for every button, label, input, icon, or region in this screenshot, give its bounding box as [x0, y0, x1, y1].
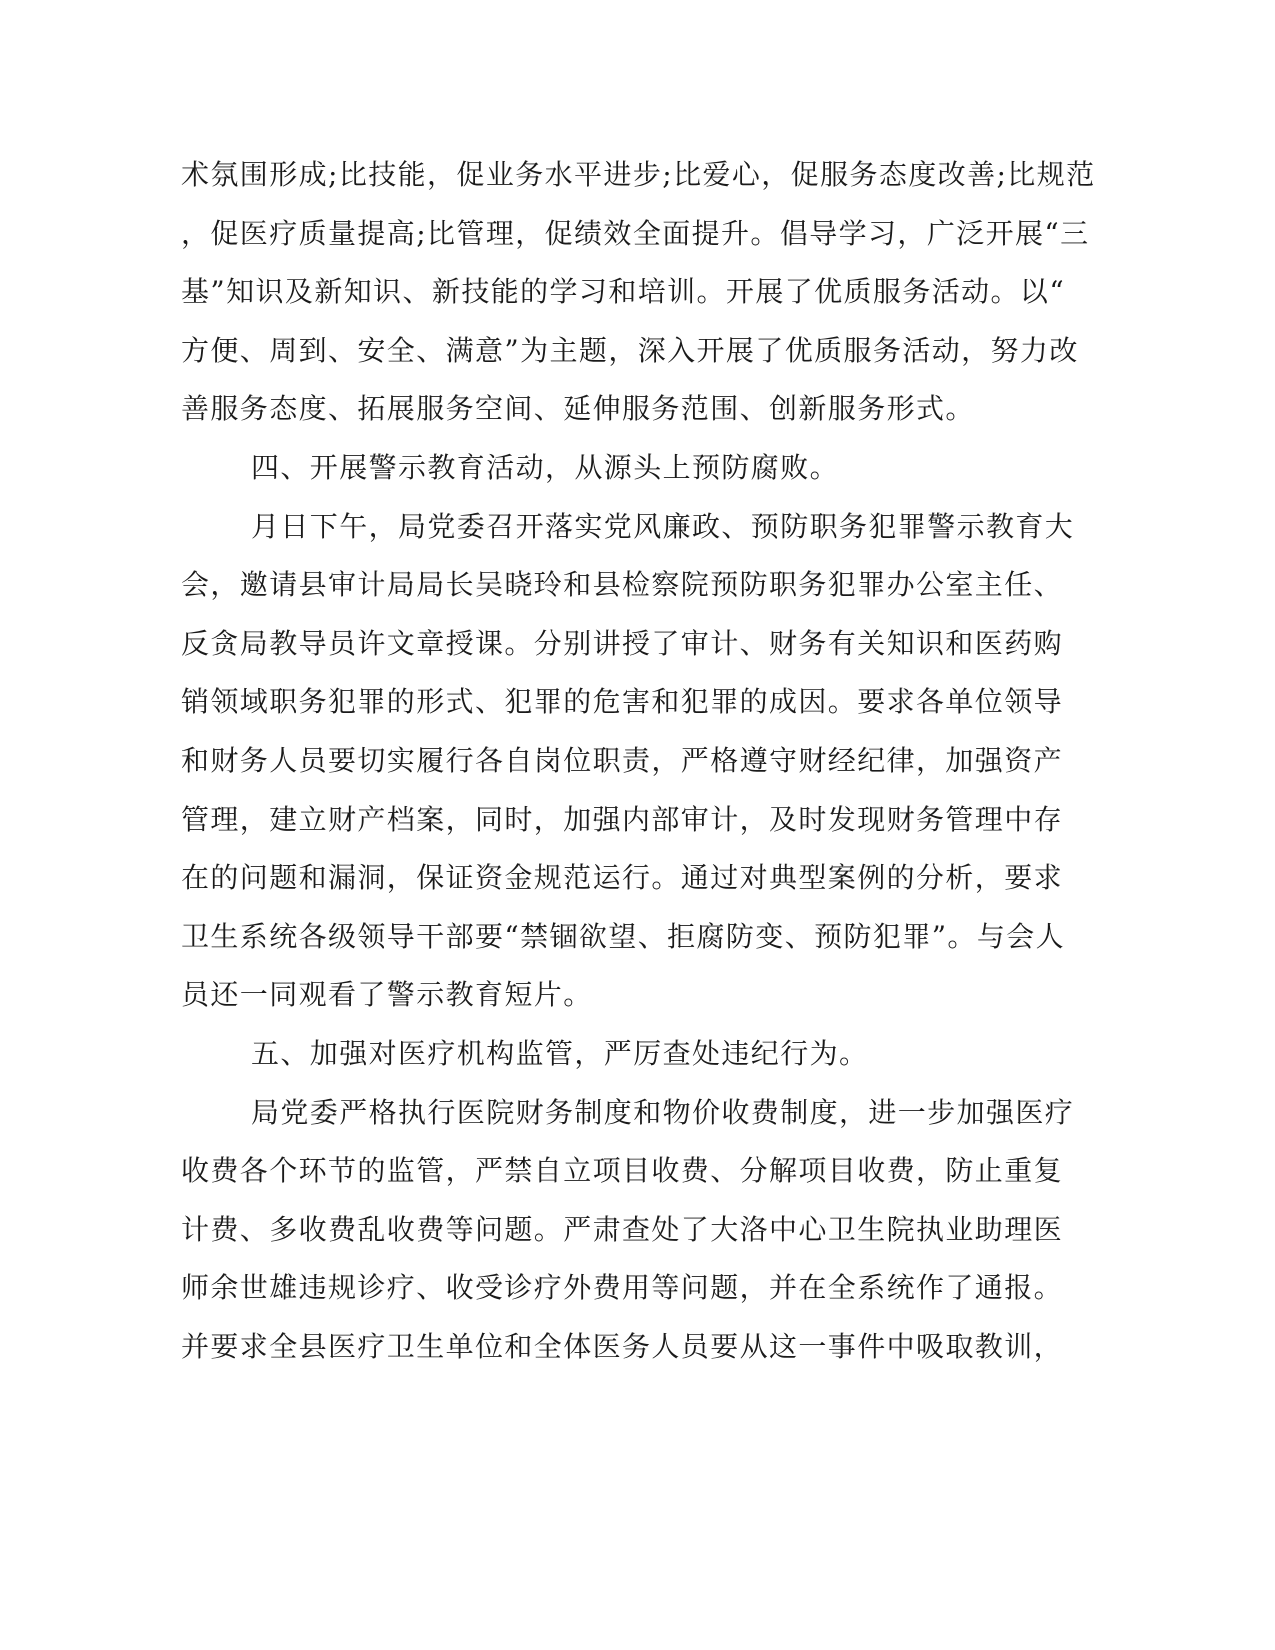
paragraph-start: 月日下午，局党委召开落实党风廉政、预防职务犯罪警示教育大 — [251, 509, 1075, 543]
text-line: 善服务态度、拓展服务空间、延伸服务范围、创新服务形式。 — [181, 392, 975, 426]
text-line: 在的问题和漏洞，保证资金规范运行。通过对典型案例的分析，要求 — [181, 861, 1064, 895]
text-line: 销领域职务犯罪的形式、犯罪的危害和犯罪的成因。要求各单位领导 — [181, 685, 1064, 719]
text-line: 收费各个环节的监管，严禁自立项目收费、分解项目收费，防止重复 — [181, 1154, 1064, 1188]
text-line: 基”知识及新知识、新技能的学习和培训。开展了优质服务活动。以“ — [181, 275, 1066, 309]
text-line: 员还一同观看了警示教育短片。 — [181, 978, 593, 1012]
section-heading-4: 四、开展警示教育活动，从源头上预防腐败。 — [251, 450, 840, 484]
text-line: 术氛围形成;比技能，促业务水平进步;比爱心，促服务态度改善;比规范 — [181, 158, 1096, 191]
text-line: 师余世雄违规诊疗、收受诊疗外费用等问题，并在全系统作了通报。 — [181, 1271, 1064, 1305]
document-body — [181, 146, 1096, 1376]
text-line: 和财务人员要切实履行各自岗位职责，严格遵守财经纪律，加强资产 — [181, 743, 1064, 777]
text-line: 管理，建立财产档案，同时，加强内部审计，及时发现财务管理中存 — [181, 802, 1064, 836]
paragraph-start: 局党委严格执行医院财务制度和物价收费制度，进一步加强医疗 — [251, 1095, 1075, 1129]
text-line: ，促医疗质量提高;比管理，促绩效全面提升。倡导学习，广泛开展“三 — [181, 216, 1090, 250]
text-line: 反贪局教导员许文章授课。分别讲授了审计、财务有关知识和医药购 — [181, 626, 1064, 660]
text-line: 卫生系统各级领导干部要“禁锢欲望、拒腐防变、预防犯罪”。与会人 — [181, 919, 1066, 953]
section-heading-5: 五、加强对医疗机构监管，严厉查处违纪行为。 — [251, 1036, 869, 1070]
text-line: 方便、周到、安全、满意”为主题，深入开展了优质服务活动，努力改 — [181, 333, 1079, 367]
text-line: 会，邀请县审计局局长吴晓玲和县检察院预防职务犯罪办公室主任、 — [181, 568, 1064, 602]
text-line: 并要求全县医疗卫生单位和全体医务人员要从这一事件中吸取教训， — [181, 1329, 1064, 1363]
text-line: 计费、多收费乱收费等问题。严肃查处了大洛中心卫生院执业助理医 — [181, 1212, 1064, 1246]
